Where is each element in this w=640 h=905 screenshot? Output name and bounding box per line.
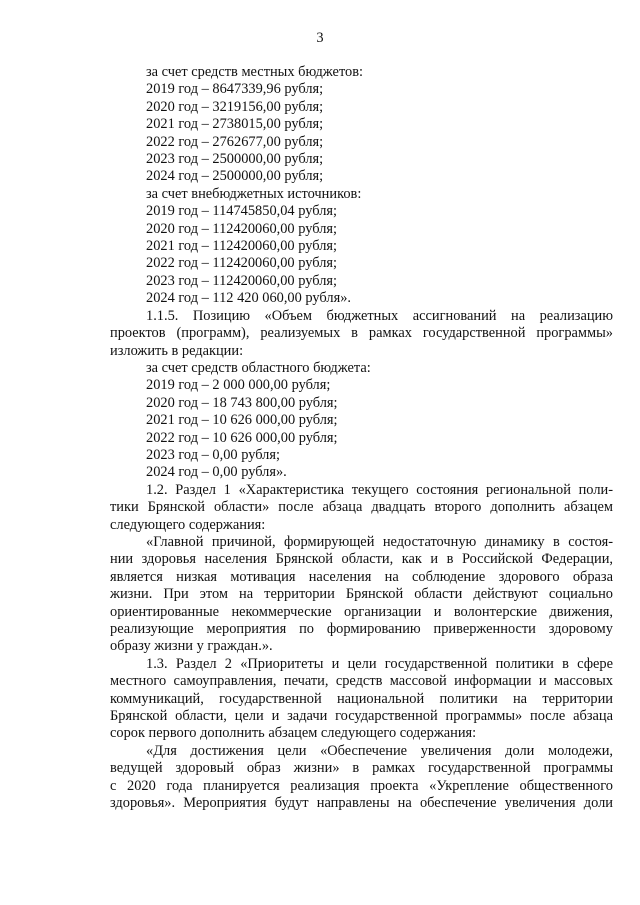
local-budget-heading: за счет средств местных бюджетов: bbox=[146, 64, 364, 80]
document-body bbox=[110, 64, 613, 812]
local-budget-line: 2019 год – 8647339,96 рубля; bbox=[146, 81, 324, 98]
paragraph-1-2-line: тики Брянской области» после абзаца двадцать второго дополнить абзацем bbox=[110, 499, 613, 516]
local-budget-line: 2024 год – 2500000,00 рубля; bbox=[146, 168, 324, 185]
quote-1-2-line: является низкая мотивация населения на соблюдение здорового образа bbox=[110, 568, 613, 585]
quote-1-2-line: образу жизни у граждан.». bbox=[110, 638, 273, 655]
paragraph-1-2-line: 1.2. Раздел 1 «Характеристика текущего состояния региональной поли- bbox=[146, 481, 613, 498]
paragraph-1-1-5-line: изложить в редакции: bbox=[110, 342, 244, 359]
paragraph-1-1-5-line: 1.1.5. Позицию «Объем бюджетных ассигнований на реализацию bbox=[146, 307, 613, 324]
paragraph-1-3-line: местного самоуправления, печати, средств массовой информации и массовых bbox=[110, 673, 613, 690]
offbudget-line: 2021 год – 112420060,00 рубля; bbox=[146, 238, 337, 255]
local-budget-line: 2023 год – 2500000,00 рубля; bbox=[146, 151, 324, 168]
regional-budget-line: 2024 год – 0,00 рубля». bbox=[146, 464, 287, 481]
local-budget-line: 2021 год – 2738015,00 рубля; bbox=[146, 116, 324, 133]
regional-budget-heading: за счет средств областного бюджета: bbox=[146, 359, 371, 376]
quote-1-2-line: реализующие мероприятия по формированию приверженности здоровому bbox=[110, 621, 613, 637]
quote-1-2-line: ориентированные некоммерческие организации и волонтерские движения, bbox=[110, 603, 613, 620]
local-budget-line: 2020 год – 3219156,00 рубля; bbox=[146, 98, 324, 115]
page-number: 3 bbox=[316, 30, 324, 46]
paragraph-1-1-5-line: проектов (программ), реализуемых в рамках государственной программы» bbox=[110, 325, 613, 342]
quote-1-2-line: жизни. При этом на территории Брянской области действуют социально bbox=[110, 586, 613, 603]
offbudget-line: 2022 год – 112420060,00 рубля; bbox=[146, 255, 337, 272]
offbudget-line: 2020 год – 112420060,00 рубля; bbox=[146, 220, 337, 237]
regional-budget-line: 2021 год – 10 626 000,00 рубля; bbox=[146, 412, 338, 429]
regional-budget-line: 2022 год – 10 626 000,00 рубля; bbox=[146, 429, 338, 446]
paragraph-1-3-line: коммуникаций, государственной национальной политики на территории bbox=[110, 690, 613, 707]
offbudget-heading: за счет внебюджетных источников: bbox=[146, 185, 362, 202]
quote-1-3-line: здоровья». Мероприятия будут направлены на обеспечение увеличения доли bbox=[110, 795, 613, 812]
quote-1-2-line: «Главной причиной, формирующей недостаточную динамику в состоя- bbox=[146, 533, 613, 550]
regional-budget-line: 2019 год – 2 000 000,00 рубля; bbox=[146, 377, 331, 394]
quote-1-3-line: ведущей здоровый образ жизни» в рамках государственной программы bbox=[110, 760, 613, 777]
paragraph-1-3-line: 1.3. Раздел 2 «Приоритеты и цели государственной политики в сфере bbox=[146, 655, 613, 672]
offbudget-line: 2024 год – 112 420 060,00 рубля». bbox=[146, 290, 351, 307]
regional-budget-line: 2023 год – 0,00 рубля; bbox=[146, 446, 280, 463]
quote-1-3-line: «Для достижения цели «Обеспечение увеличения доли молодежи, bbox=[146, 742, 613, 759]
paragraph-1-3-line: сорок первого дополнить абзацем следующего содержания: bbox=[110, 725, 477, 742]
quote-1-3-line: с 2020 года планируется реализация проекта «Укрепление общественного bbox=[110, 777, 613, 794]
paragraph-1-3-line: Брянской области, цели и задачи государственной программы» после абзаца bbox=[110, 708, 613, 725]
regional-budget-line: 2020 год – 18 743 800,00 рубля; bbox=[146, 394, 338, 411]
quote-1-2-line: нии здоровья населения Брянской области, как и в Российской Федерации, bbox=[110, 551, 613, 568]
offbudget-line: 2019 год – 114745850,04 рубля; bbox=[146, 203, 337, 220]
local-budget-line: 2022 год – 2762677,00 рубля; bbox=[146, 133, 324, 150]
offbudget-line: 2023 год – 112420060,00 рубля; bbox=[146, 272, 337, 289]
paragraph-1-2-line: следующего содержания: bbox=[110, 516, 266, 533]
